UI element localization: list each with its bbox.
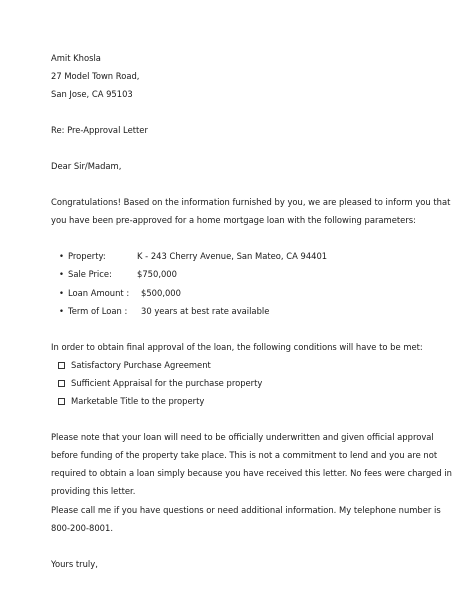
parameter-property [59, 251, 328, 262]
salutation: Dear Sir/Madam, [51, 161, 122, 171]
note-line3: required to obtain a loan simply because you have received this letter. No fees were charged in [51, 468, 452, 478]
parameter-value: $500,000 [141, 288, 181, 298]
condition-text: Sufficient Appraisal for the purchase property [71, 378, 263, 388]
contact-line1: Please call me if you have questions or need additional information. My telephone number is [51, 505, 441, 515]
parameter-value: K - 243 Cherry Avenue, San Mateo, CA 94401 [137, 251, 328, 261]
parameter-label: Property: [68, 251, 106, 261]
parameter-label: Loan Amount : [68, 288, 130, 298]
parameter-value: 30 years at best rate available [141, 306, 270, 316]
checkbox-icon [58, 380, 65, 387]
sender-name: Amit Khosla [51, 53, 101, 63]
parameter-loan-amount [59, 288, 181, 299]
condition-text: Satisfactory Purchase Agreement [71, 360, 211, 370]
condition-text: Marketable Title to the property [71, 396, 205, 406]
sender-address-line1: 27 Model Town Road, [51, 71, 140, 81]
condition-item [58, 378, 262, 389]
checkbox-icon [58, 362, 65, 369]
bullet-icon: • [59, 288, 64, 298]
note-line1: Please note that your loan will need to be officially underwritten and given official approval [51, 432, 434, 442]
parameter-label: Term of Loan : [68, 306, 128, 316]
note-line4: providing this letter. [51, 486, 136, 496]
note-line2: before funding of the property take place. This is not a commitment to lend and you are not [51, 450, 438, 460]
intro-line2: you have been pre-approved for a home mortgage loan with the following parameters: [51, 215, 416, 225]
conditions-intro: In order to obtain final approval of the loan, the following conditions will have to be met: [51, 342, 423, 352]
parameter-sale-price [59, 269, 177, 280]
parameter-value: $750,000 [137, 269, 177, 279]
condition-item [58, 360, 211, 371]
bullet-icon: • [59, 306, 64, 316]
intro-line1: Congratulations! Based on the information furnished by you, we are pleased to inform you that [51, 197, 451, 207]
bullet-icon: • [59, 269, 64, 279]
checkbox-icon [58, 398, 65, 405]
sender-address-line2: San Jose, CA 95103 [51, 89, 133, 99]
closing: Yours truly, [51, 559, 98, 569]
parameter-term [59, 306, 270, 317]
subject-line: Re: Pre-Approval Letter [51, 125, 148, 135]
parameter-label: Sale Price: [68, 269, 112, 279]
contact-line2: 800-200-8001. [51, 523, 113, 533]
condition-item [58, 396, 204, 407]
bullet-icon: • [59, 251, 64, 261]
